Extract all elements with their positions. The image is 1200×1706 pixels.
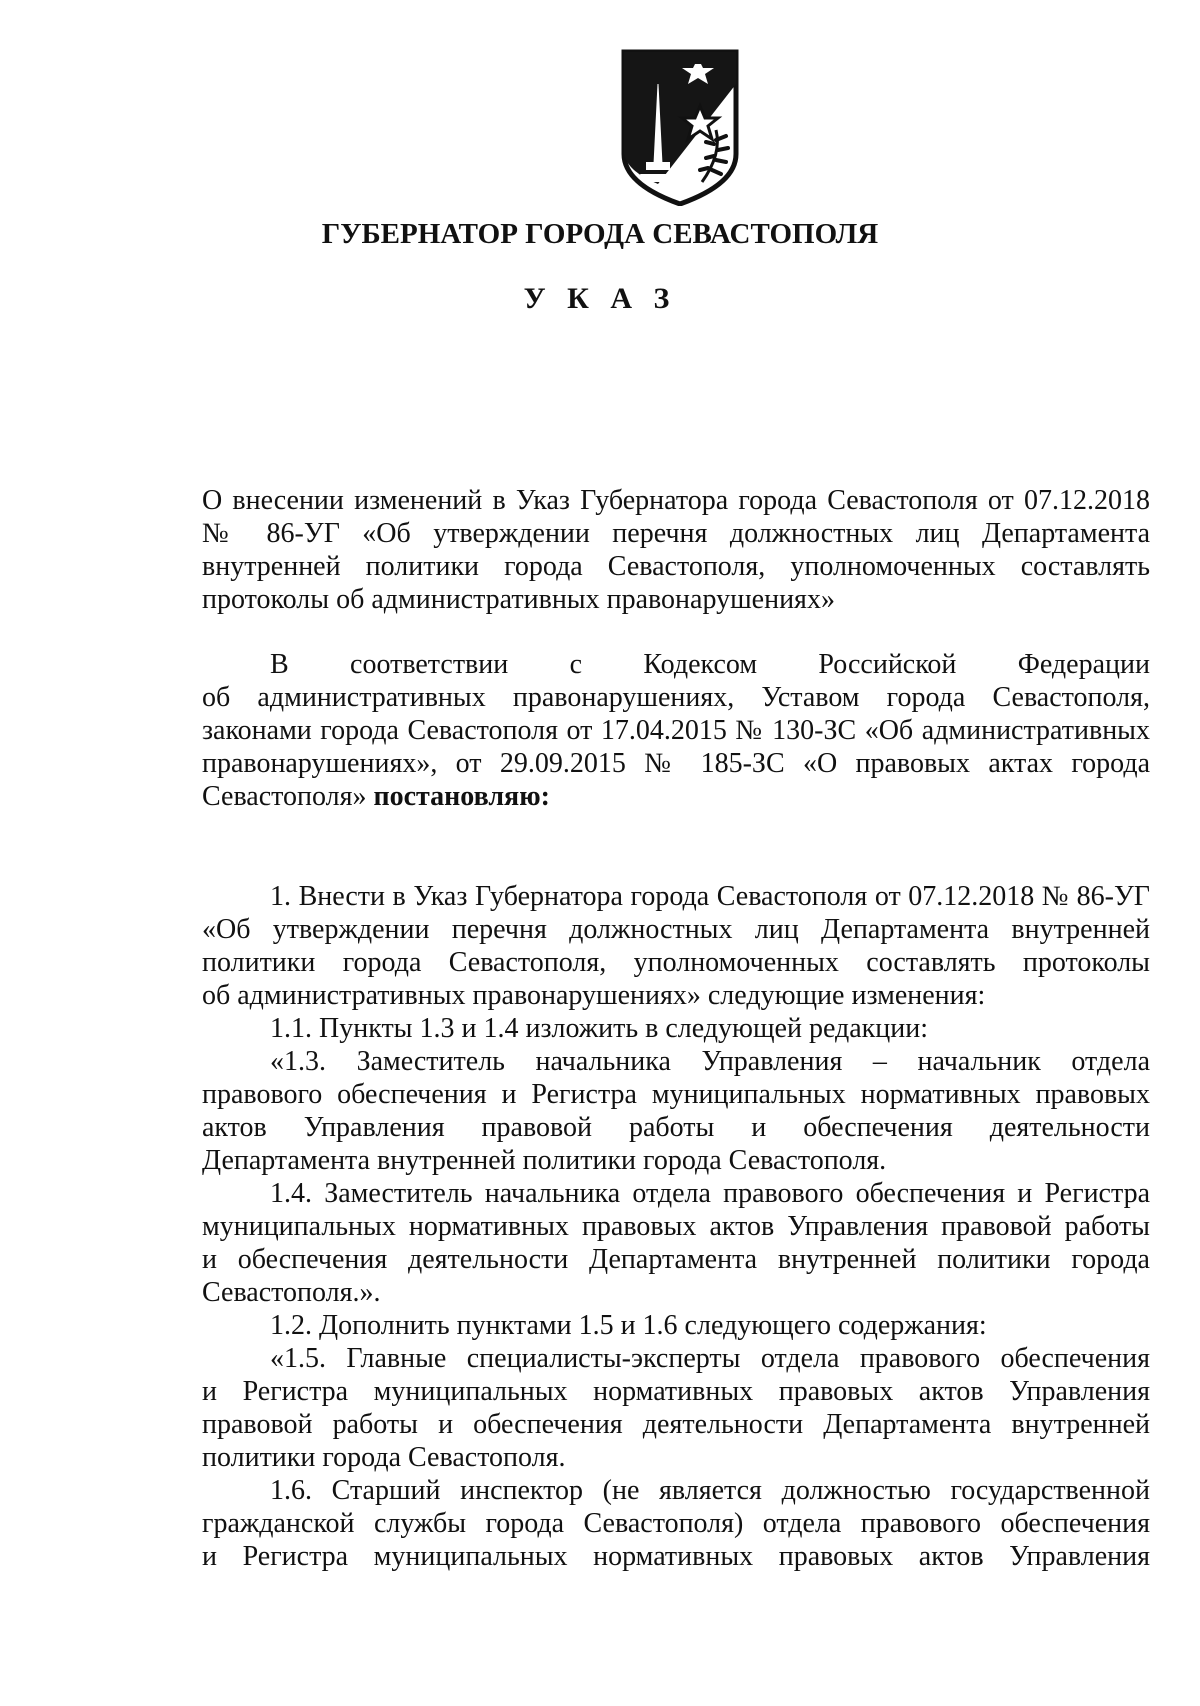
decree-line: «1.5. Главные специалисты-эксперты отдела правового обеспечения — [270, 1343, 1150, 1374]
decree-line: и Регистра муниципальных нормативных правовых актов Управления — [202, 1376, 1150, 1407]
preamble-line: Севастополя» — [202, 781, 367, 812]
decree-line: Севастополя.». — [202, 1277, 381, 1308]
decree-line: правового обеспечения и Регистра муниципальных нормативных правовых — [202, 1079, 1150, 1110]
preamble-line: В соответствии с Кодексом Российской Федерации — [270, 649, 1150, 680]
decree-line: «1.3. Заместитель начальника Управления – начальник отдела — [270, 1046, 1150, 1077]
decree-line: правовой работы и обеспечения деятельности Департамента внутренней — [202, 1409, 1150, 1440]
decree-body — [202, 880, 1150, 1573]
decree-subject — [202, 484, 1150, 616]
preamble-line: законами города Севастополя от 17.04.2015 № 130-ЗС «Об административных — [202, 715, 1150, 746]
decree-line: политики города Севастополя. — [202, 1442, 566, 1473]
decree-line: политики города Севастополя, уполномоченных составлять протоколы — [202, 947, 1150, 978]
subject-line: О внесении изменений в Указ Губернатора города Севастополя от 07.12.2018 — [202, 485, 1150, 516]
preamble-line: правонарушениях», от 29.09.2015 № 185-ЗС «О правовых актах города — [202, 748, 1150, 779]
issuing-authority-title: ГУБЕРНАТОР ГОРОДА СЕВАСТОПОЛЯ — [321, 218, 879, 250]
subject-line: внутренней политики города Севастополя, уполномоченных составлять — [202, 551, 1150, 582]
decree-line: 1.1. Пункты 1.3 и 1.4 изложить в следующей редакции: — [270, 1013, 929, 1044]
preamble-last-line — [202, 780, 1150, 813]
decree-line: Департамента внутренней политики города Севастополя. — [202, 1145, 887, 1176]
document-type-title: У К А З — [523, 282, 677, 315]
decree-line: муниципальных нормативных правовых актов Управления правовой работы — [202, 1211, 1150, 1242]
decree-line: 1. Внести в Указ Губернатора города Севастополя от 07.12.2018 № 86-УГ — [270, 881, 1150, 912]
preamble — [202, 648, 1150, 813]
sevastopol-coat-of-arms-emblem — [618, 44, 742, 206]
decree-line: гражданской службы города Севастополя) отдела правового обеспечения — [202, 1508, 1150, 1539]
resolve-word: постановляю: — [373, 781, 550, 812]
decree-line: 1.2. Дополнить пунктами 1.5 и 1.6 следующего содержания: — [270, 1310, 987, 1341]
decree-line: и Регистра муниципальных нормативных правовых актов Управления — [202, 1541, 1150, 1572]
decree-line: и обеспечения деятельности Департамента внутренней политики города — [202, 1244, 1150, 1275]
subject-line: протоколы об административных правонарушениях» — [202, 584, 835, 615]
decree-line: «Об утверждении перечня должностных лиц Департамента внутренней — [202, 914, 1150, 945]
decree-line: 1.4. Заместитель начальника отдела правового обеспечения и Регистра — [270, 1178, 1150, 1209]
decree-line: об административных правонарушениях» следующие изменения: — [202, 980, 986, 1011]
subject-line: № 86-УГ «Об утверждении перечня должностных лиц Департамента — [202, 518, 1150, 549]
decree-line: актов Управления правовой работы и обеспечения деятельности — [202, 1112, 1150, 1143]
decree-line: 1.6. Старший инспектор (не является должностью государственной — [270, 1475, 1150, 1506]
preamble-line: об административных правонарушениях, Уставом города Севастополя, — [202, 682, 1150, 713]
